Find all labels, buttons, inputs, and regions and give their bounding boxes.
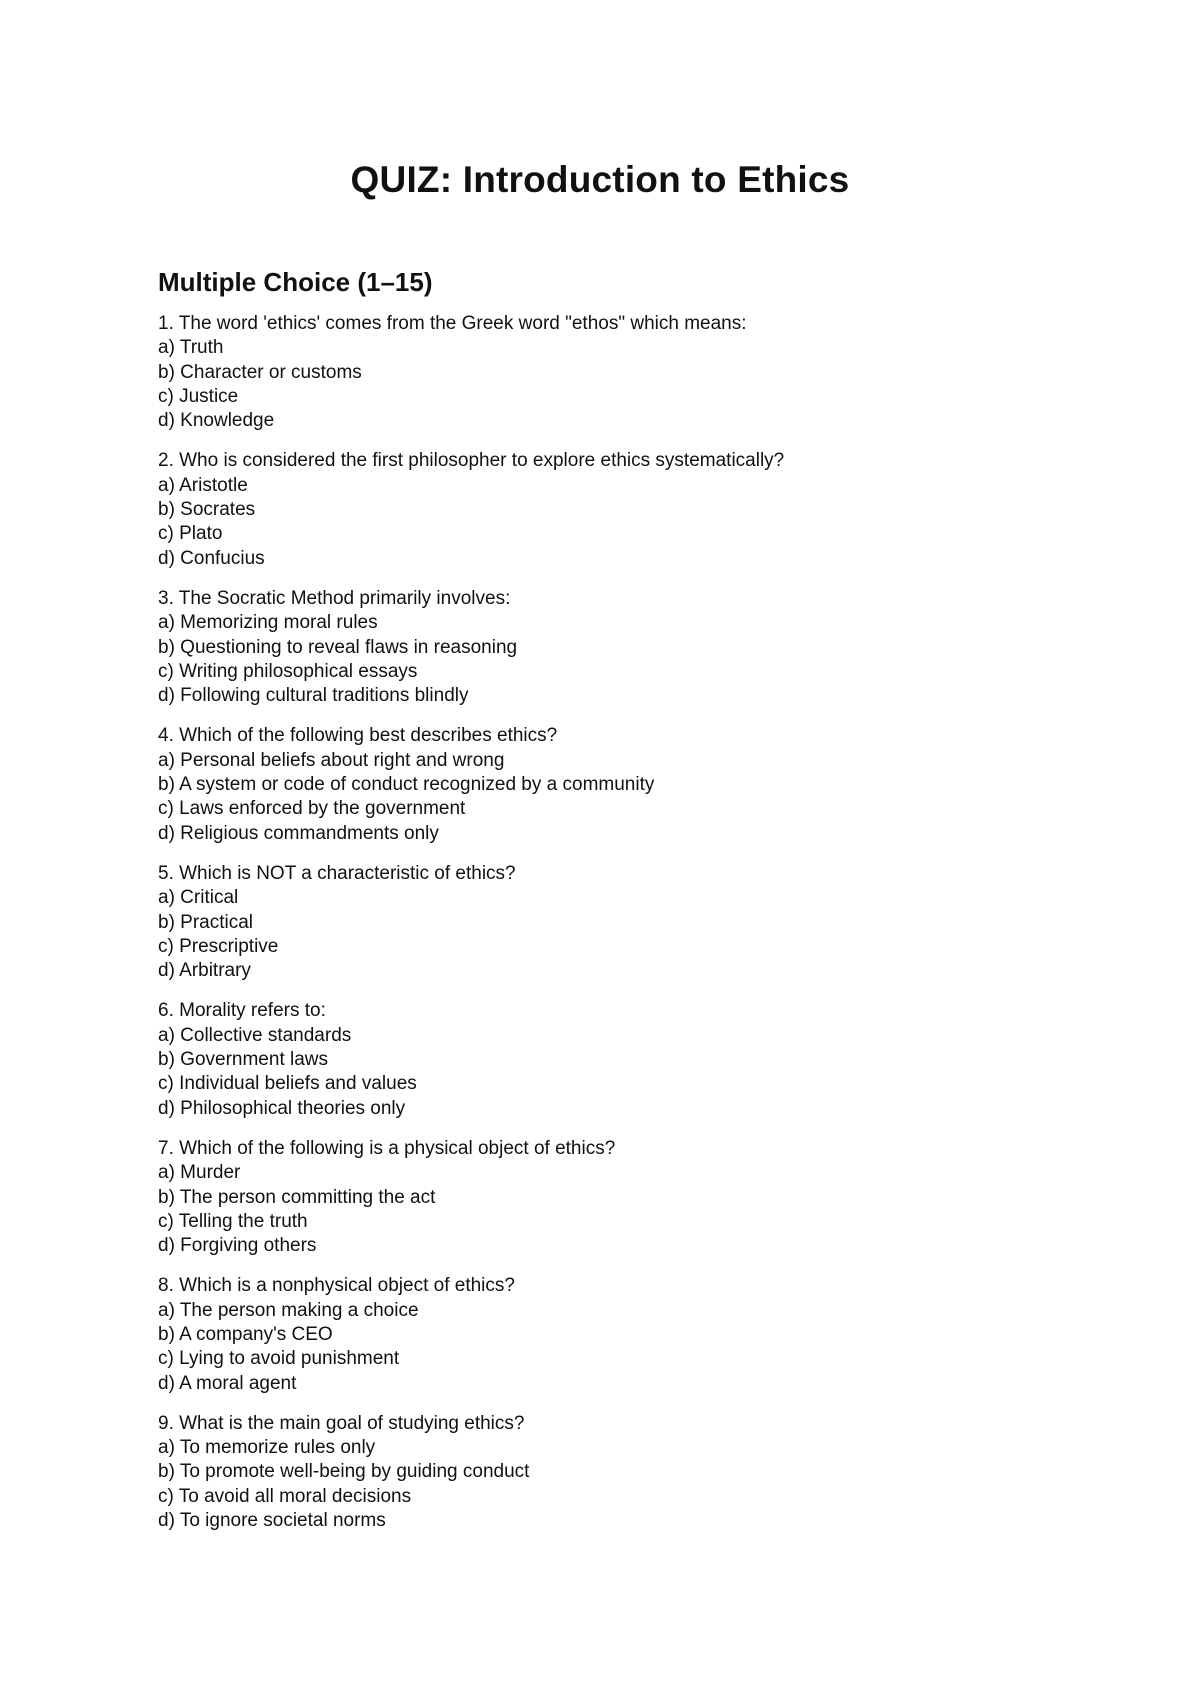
- question-text: 2. Who is considered the first philosopher to explore ethics systematically?: [158, 450, 785, 472]
- answer-option: d) Forgiving others: [158, 1235, 317, 1257]
- answer-option: a) Collective standards: [158, 1024, 352, 1046]
- answer-option: b) Practical: [158, 911, 254, 933]
- answer-option: d) Arbitrary: [158, 960, 251, 982]
- question-text: 4. Which of the following best describes ethics?: [158, 725, 558, 747]
- question-text: 3. The Socratic Method primarily involves:: [158, 587, 511, 609]
- question-1: [158, 312, 1058, 433]
- answer-option: b) A company's CEO: [158, 1323, 333, 1345]
- answer-option: a) Truth: [158, 337, 224, 359]
- question-6: [158, 999, 1058, 1120]
- answer-option: d) Philosophical theories only: [158, 1097, 406, 1119]
- question-text: 8. Which is a nonphysical object of ethics?: [158, 1275, 515, 1297]
- answer-option: d) To ignore societal norms: [158, 1510, 386, 1532]
- answer-option: c) To avoid all moral decisions: [158, 1485, 412, 1507]
- answer-option: b) Socrates: [158, 499, 256, 521]
- question-text: 5. Which is NOT a characteristic of ethics?: [158, 862, 516, 884]
- answer-option: c) Individual beliefs and values: [158, 1073, 417, 1095]
- answer-option: a) Aristotle: [158, 474, 248, 496]
- answer-option: b) The person committing the act: [158, 1186, 436, 1208]
- answer-option: a) Murder: [158, 1162, 241, 1184]
- question-text: 9. What is the main goal of studying ethics?: [158, 1412, 525, 1434]
- answer-option: a) Critical: [158, 887, 239, 909]
- question-5: [158, 862, 1058, 983]
- answer-option: c) Writing philosophical essays: [158, 660, 418, 682]
- question-text: 1. The word 'ethics' comes from the Greek word "ethos" which means:: [158, 313, 747, 334]
- section-heading: Multiple Choice (1–15): [158, 267, 433, 297]
- answer-option: d) Confucius: [158, 547, 265, 569]
- question-2: [158, 449, 1058, 570]
- question-3: [158, 587, 1058, 708]
- answer-option: c) Prescriptive: [158, 935, 279, 957]
- answer-option: b) Questioning to reveal flaws in reasoning: [158, 636, 518, 658]
- answer-option: a) The person making a choice: [158, 1299, 419, 1321]
- answer-option: d) Following cultural traditions blindly: [158, 685, 469, 707]
- answer-option: b) Character or customs: [158, 361, 362, 383]
- answer-option: b) A system or code of conduct recognized by a community: [158, 774, 655, 796]
- page-title: QUIZ: Introduction to Ethics: [350, 159, 850, 200]
- answer-option: d) Religious commandments only: [158, 822, 439, 844]
- question-list: [158, 312, 1058, 1549]
- answer-option: c) Laws enforced by the government: [158, 798, 466, 820]
- question-text: 7. Which of the following is a physical object of ethics?: [158, 1137, 616, 1159]
- answer-option: a) Memorizing moral rules: [158, 612, 378, 634]
- answer-option: a) Personal beliefs about right and wrong: [158, 749, 505, 771]
- question-8: [158, 1274, 1058, 1395]
- answer-option: c) Telling the truth: [158, 1210, 308, 1232]
- answer-option: c) Justice: [158, 385, 239, 407]
- answer-option: b) To promote well-being by guiding conduct: [158, 1461, 530, 1483]
- answer-option: a) To memorize rules only: [158, 1437, 376, 1459]
- answer-option: d) A moral agent: [158, 1372, 297, 1394]
- question-4: [158, 724, 1058, 845]
- question-text: 6. Morality refers to:: [158, 1000, 326, 1022]
- answer-option: d) Knowledge: [158, 410, 275, 432]
- question-9: [158, 1412, 1058, 1533]
- answer-option: c) Plato: [158, 523, 223, 545]
- answer-option: c) Lying to avoid punishment: [158, 1348, 400, 1370]
- question-7: [158, 1137, 1058, 1258]
- answer-option: b) Government laws: [158, 1049, 329, 1071]
